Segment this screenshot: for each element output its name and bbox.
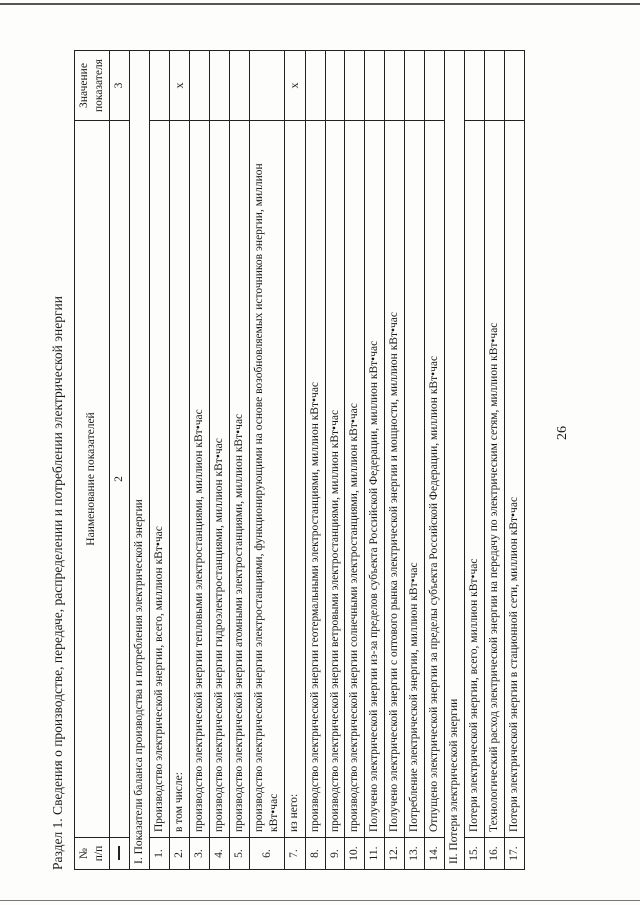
row-number: 5.: [230, 838, 250, 870]
table-header-row: [75, 51, 110, 870]
row-value: [325, 51, 345, 121]
table-row: [325, 51, 345, 870]
row-value: [465, 51, 485, 121]
table-row: [305, 51, 325, 870]
row-value: [210, 51, 230, 121]
row-indicator-name: Получено электрической энергии из-за пределов субъекта Российской Федерации, миллион кВт•час: [365, 121, 385, 838]
table-row: [385, 51, 405, 870]
row-number: 8.: [305, 838, 325, 870]
row-value: [149, 51, 169, 121]
row-number: 9.: [325, 838, 345, 870]
row-number: 15.: [465, 838, 485, 870]
row-indicator-name: Отпущено электрической энергии за пределы субъекта Российской Федерации, миллион кВт•час: [425, 121, 445, 838]
section-heading: I. Показатели баланса производства и потребления электрической энергии: [129, 51, 149, 870]
index-value: 3: [109, 51, 129, 121]
row-indicator-name: в том числе:: [169, 121, 190, 838]
section-row: [129, 51, 149, 870]
table-row: [425, 51, 445, 870]
row-number: 6.: [250, 838, 285, 870]
table-row: [345, 51, 365, 870]
rotated-page-content: [50, 40, 550, 870]
row-number: 16.: [485, 838, 505, 870]
table-row: [465, 51, 485, 870]
row-indicator-name: Производство электрической энергии, всего, миллион кВт•час: [149, 121, 169, 838]
row-number: 7.: [284, 838, 305, 870]
table-row: [190, 51, 210, 870]
table-row: [405, 51, 425, 870]
row-number: 4.: [210, 838, 230, 870]
row-value: [425, 51, 445, 121]
row-indicator-name: производство электрической энергии геотермальными электростанциями, миллион кВт•час: [305, 121, 325, 838]
row-value: [405, 51, 425, 121]
table-row: [485, 51, 505, 870]
row-indicator-name: из него:: [284, 121, 305, 838]
table-row: [284, 51, 305, 870]
row-indicator-name: производство электрической энергии атомными электростанциями, миллион кВт•час: [230, 121, 250, 838]
row-indicator-name: производство электрической энергии солнечными электростанциями, миллион кВт•час: [345, 121, 365, 838]
index-num: [109, 838, 129, 870]
row-indicator-name: производство электрической энергии ветровыми электростанциями, миллион кВт•час: [325, 121, 345, 838]
table-row: [250, 51, 285, 870]
section-row: [445, 51, 465, 870]
row-indicator-name: Потери электрической энергии, всего, миллион кВт•час: [465, 121, 485, 838]
header-name: Наименование показателей: [75, 121, 110, 838]
row-value: [250, 51, 285, 121]
row-indicator-name: производство электрической энергии тепловыми электростанциями, миллион кВт•час: [190, 121, 210, 838]
row-number: 17.: [504, 838, 524, 870]
row-number: 13.: [405, 838, 425, 870]
table-row: [210, 51, 230, 870]
row-value: [504, 51, 524, 121]
section-heading: II. Потери электрической энергии: [445, 51, 465, 870]
dash-mark: [118, 847, 120, 861]
row-number: 11.: [365, 838, 385, 870]
row-indicator-name: Технологический расход электрической энергии на передачу по электрическим сетям, миллион кВт•час: [485, 121, 505, 838]
row-value: [230, 51, 250, 121]
row-indicator-name: производство электрической энергии электростанциями, функционирующими на основе возобновляемых источников энергии, миллион кВт•час: [250, 121, 285, 838]
row-value: х: [284, 51, 305, 121]
column-index-row: [109, 51, 129, 870]
row-indicator-name: производство электрической энергии гидроэлектростанциями, миллион кВт•час: [210, 121, 230, 838]
table-row: [149, 51, 169, 870]
row-number: 2.: [169, 838, 190, 870]
row-indicator-name: Потребление электрической энергии, миллион кВт•час: [405, 121, 425, 838]
table-row: [169, 51, 190, 870]
row-number: 1.: [149, 838, 169, 870]
row-value: [385, 51, 405, 121]
scan-bottom-edge: [0, 900, 640, 901]
row-value: х: [169, 51, 190, 121]
row-number: 10.: [345, 838, 365, 870]
page-number: 26: [555, 426, 570, 440]
scan-top-edge: [0, 3, 640, 5]
header-value: Значение показателя: [75, 51, 110, 121]
indicators-table: [74, 50, 525, 870]
table-row: [365, 51, 385, 870]
section-title: Раздел 1. Сведения о производстве, передаче, распределении и потреблении электрической энергии: [50, 295, 65, 870]
index-name: 2: [109, 121, 129, 838]
table-row: [230, 51, 250, 870]
row-number: 14.: [425, 838, 445, 870]
row-number: 3.: [190, 838, 210, 870]
table-body: [129, 51, 524, 870]
row-number: 12.: [385, 838, 405, 870]
row-indicator-name: Потери электрической энергии в стационной сети, миллион кВт•час: [504, 121, 524, 838]
row-value: [365, 51, 385, 121]
table-row: [504, 51, 524, 870]
row-value: [345, 51, 365, 121]
row-value: [190, 51, 210, 121]
header-num: № п/п: [75, 838, 110, 870]
row-value: [305, 51, 325, 121]
row-value: [485, 51, 505, 121]
row-indicator-name: Получено электрической энергии с оптового рынка электрической энергии и мощности, миллион кВт•час: [385, 121, 405, 838]
